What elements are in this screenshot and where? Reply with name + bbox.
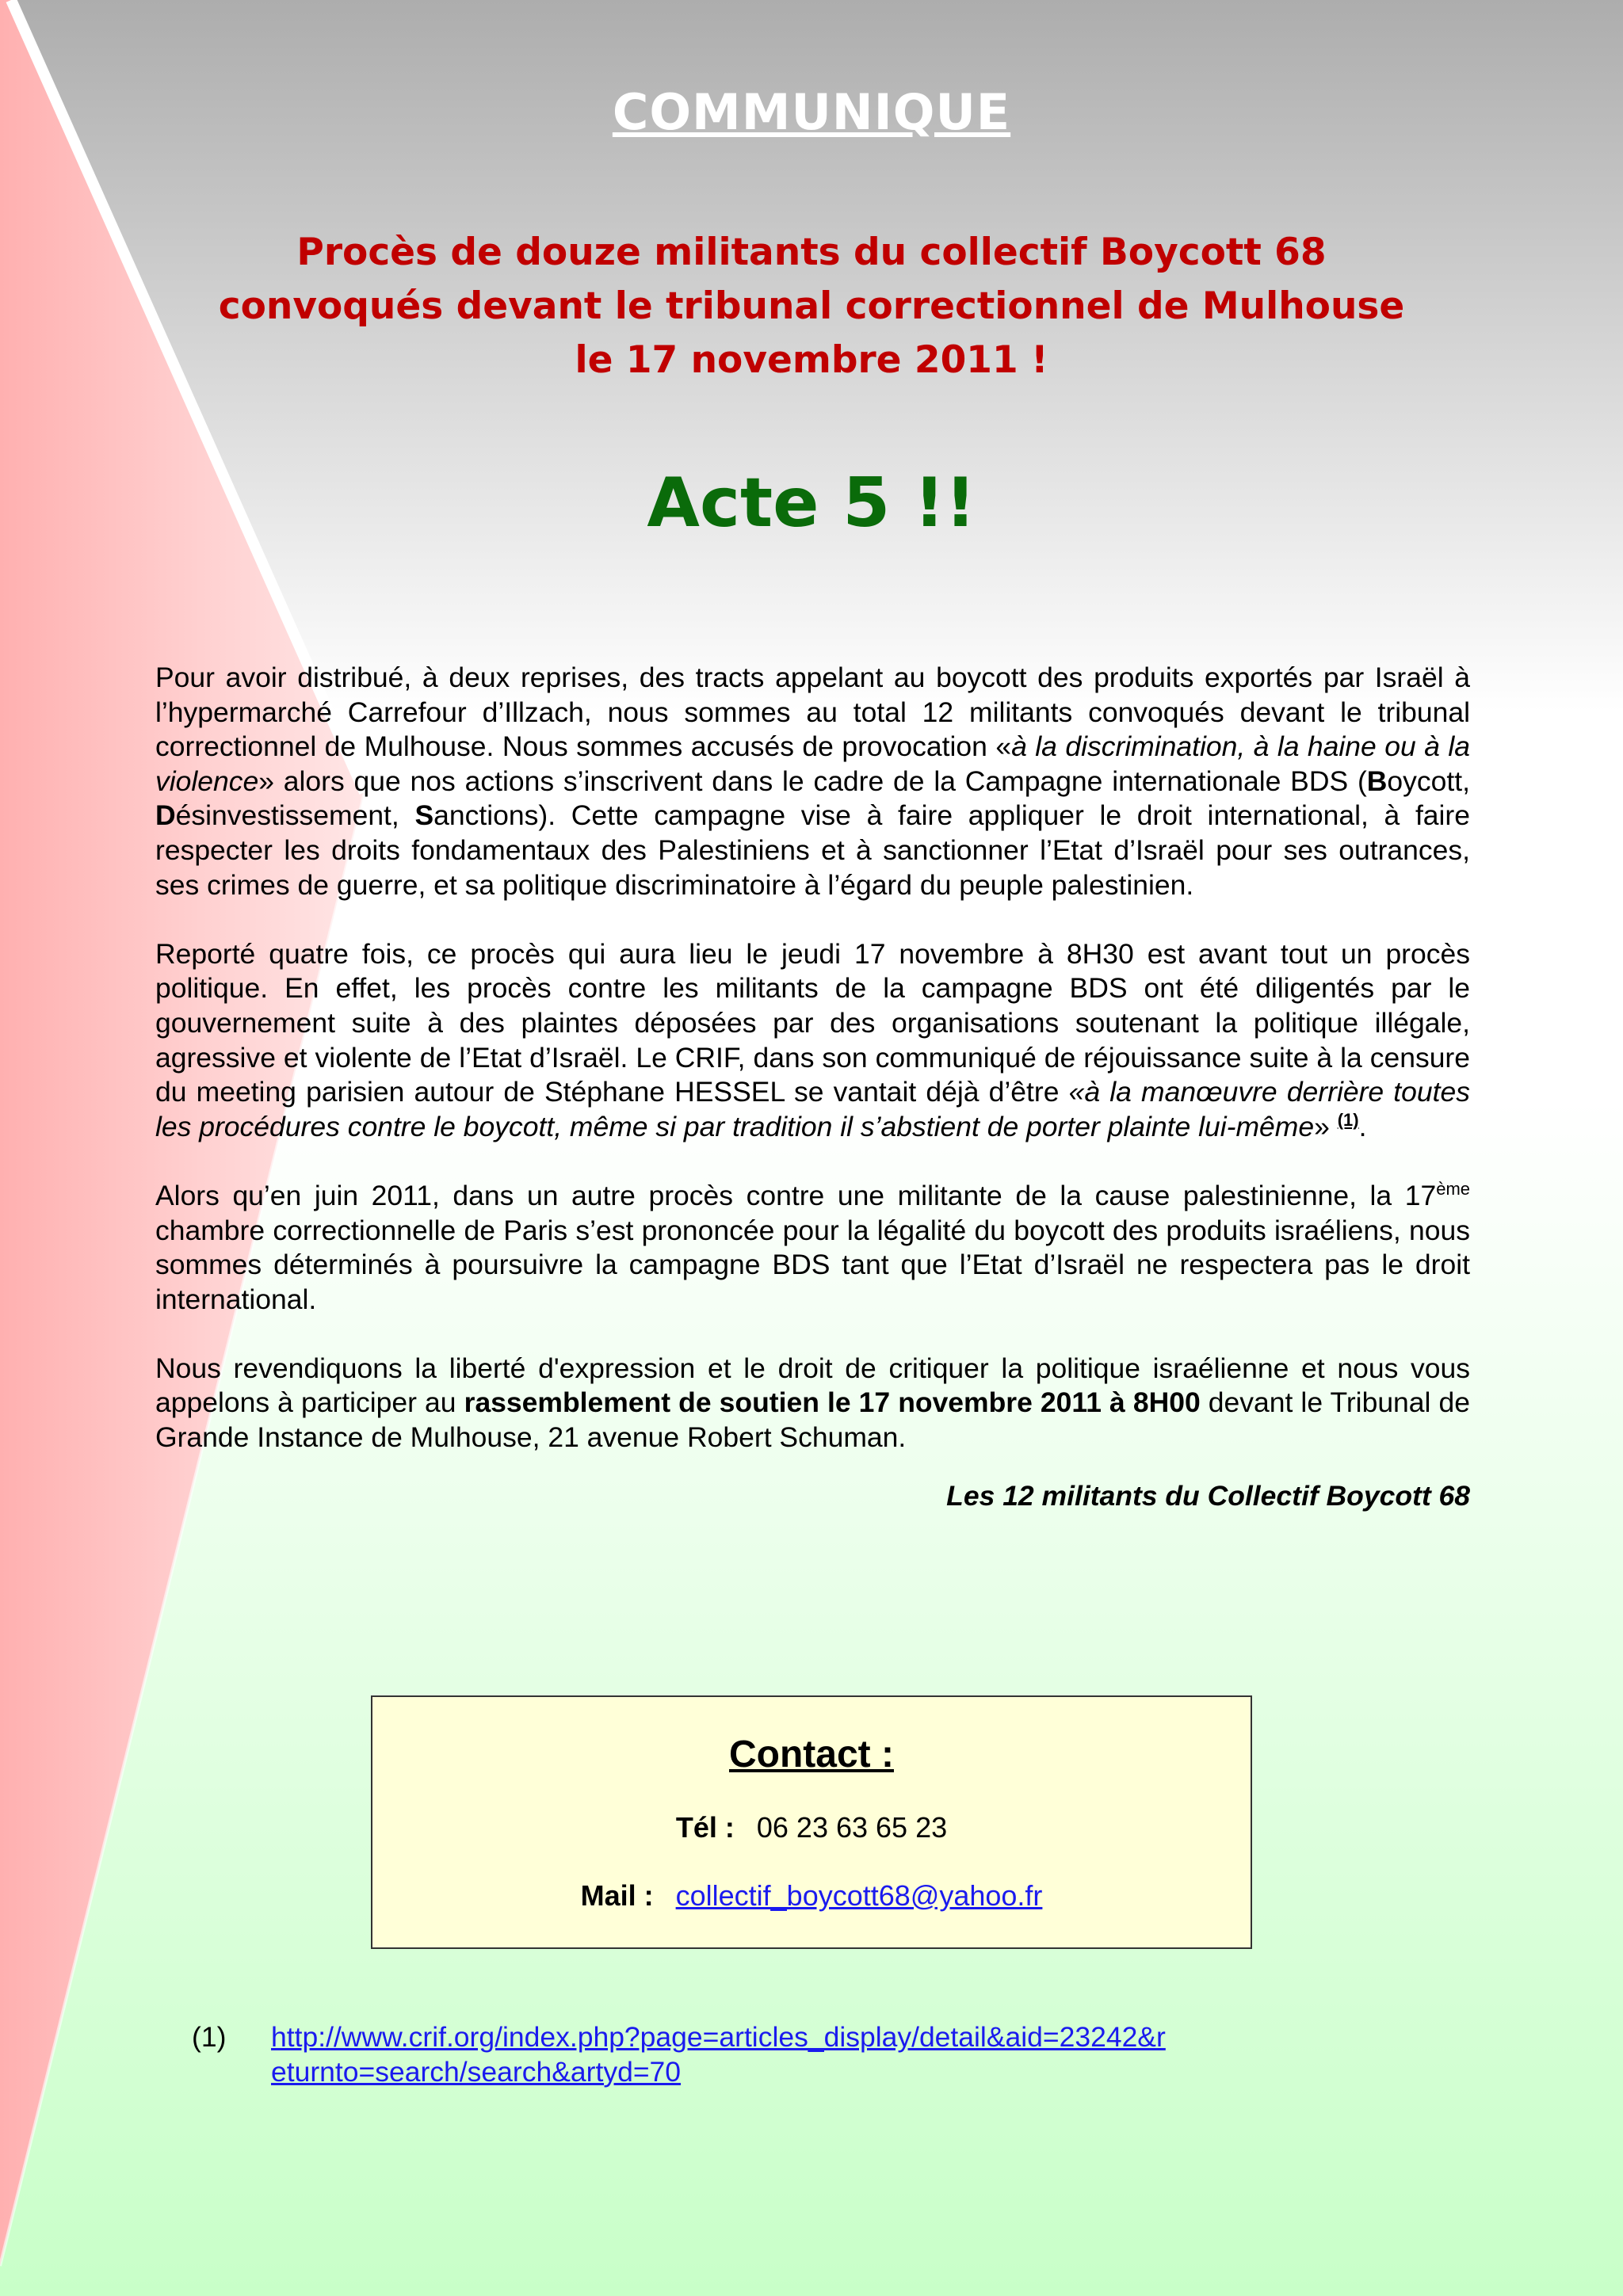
phone-number: 06 23 63 65 23 [756,1811,948,1844]
headline-line-2: convoqués devant le tribunal correctionnel de Mulhouse [218,284,1405,328]
email-link[interactable]: collectif_boycott68@yahoo.fr [675,1879,1043,1912]
mail-label: Mail : [580,1879,654,1912]
footnote-link-line-1[interactable]: http://www.crif.org/index.php?page=articles_display/detail&aid=23242&r [271,2021,1166,2053]
paragraph-2: Reporté quatre fois, ce procès qui aura lieu le jeudi 17 novembre à 8H30 est avant tout un procès politique. En effet, les procès contre les militants de la campagne BDS ont été diligentés par le gouvernement suite à des plaintes déposées par des organisations soutenant la politique illégale, agressive et violente de l’Etat d’Israël. Le CRIF, dans son communiqué de réjouissance suite à la censure du meeting parisien autour de Stéphane HESSEL se vantait déjà d’être «à la manœuvre derrière toutes les procédures contre le boycott, même si par tradition il s’abstient de porter plainte lui-même» $^{(1)}$. [155,937,1470,1142]
headline-line-3: le 17 novembre 2011 ! [575,338,1048,382]
footnote-link-line-2[interactable]: eturnto=search/search&artyd=70 [271,2055,682,2088]
paragraph-4: Nous revendiquons la liberté d'expression et le droit de critiquer la politique israélienne et nous vous appelons à participer au rassemblement de soutien le 17 novembre 2011 à 8H00 devant le Tribunal de Grande Instance de Mulhouse, 21 avenue Robert Schuman. [155,1352,1470,1454]
contact-title: Contact : [729,1733,894,1775]
signature: Les 12 militants du Collectif Boycott 68 [946,1479,1470,1512]
footnote-link[interactable] [271,2020,1270,2089]
article-body [155,661,1470,1513]
page-title: COMMUNIQUE [612,83,1011,141]
paragraph-3: Alors qu’en juin 2011, dans un autre procès contre une militante de la cause palestinienne, la 17ème chambre correctionnelle de Paris s’est prononcée pour la légalité du boycott des produits israéliens, nous sommes déterminés à poursuivre la campagne BDS tant que l’Etat d’Israël ne respectera pas le droit international. [155,1179,1470,1315]
headline-line-1: Procès de douze militants du collectif Boycott 68 [296,231,1327,274]
footnote-ref: (1) [1337,1109,1359,1130]
contact-box [371,1695,1252,1949]
headline [158,226,1465,387]
paragraph-1: Pour avoir distribué, à deux reprises, des tracts appelant au boycott des produits exportés par Israël à l’hypermarché Carrefour d’Illzach, nous sommes au total 12 militants convoqués devant le tribunal correctionnel de Mulhouse. Nous sommes accusés de provocation «à la discrimination, à la haine ou à la violence» alors que nos actions s’inscrivent dans le cadre de la Campagne internationale BDS (Boycott, Désinvestissement, Sanctions). Cette campagne vise à faire appliquer le droit international, à faire respecter les droits fondamentaux des Palestiniens et à sanctionner l’Etat d’Israël pour ses outrances, ses crimes de guerre, et sa politique discriminatoire à l’égard du peuple palestinien. [155,662,1470,901]
act-heading: Acte 5 !! [647,463,976,543]
footnote-number: (1) [192,2021,227,2053]
contact-phone [372,1811,1251,1844]
phone-label: Tél : [675,1811,735,1844]
contact-mail [372,1879,1251,1913]
